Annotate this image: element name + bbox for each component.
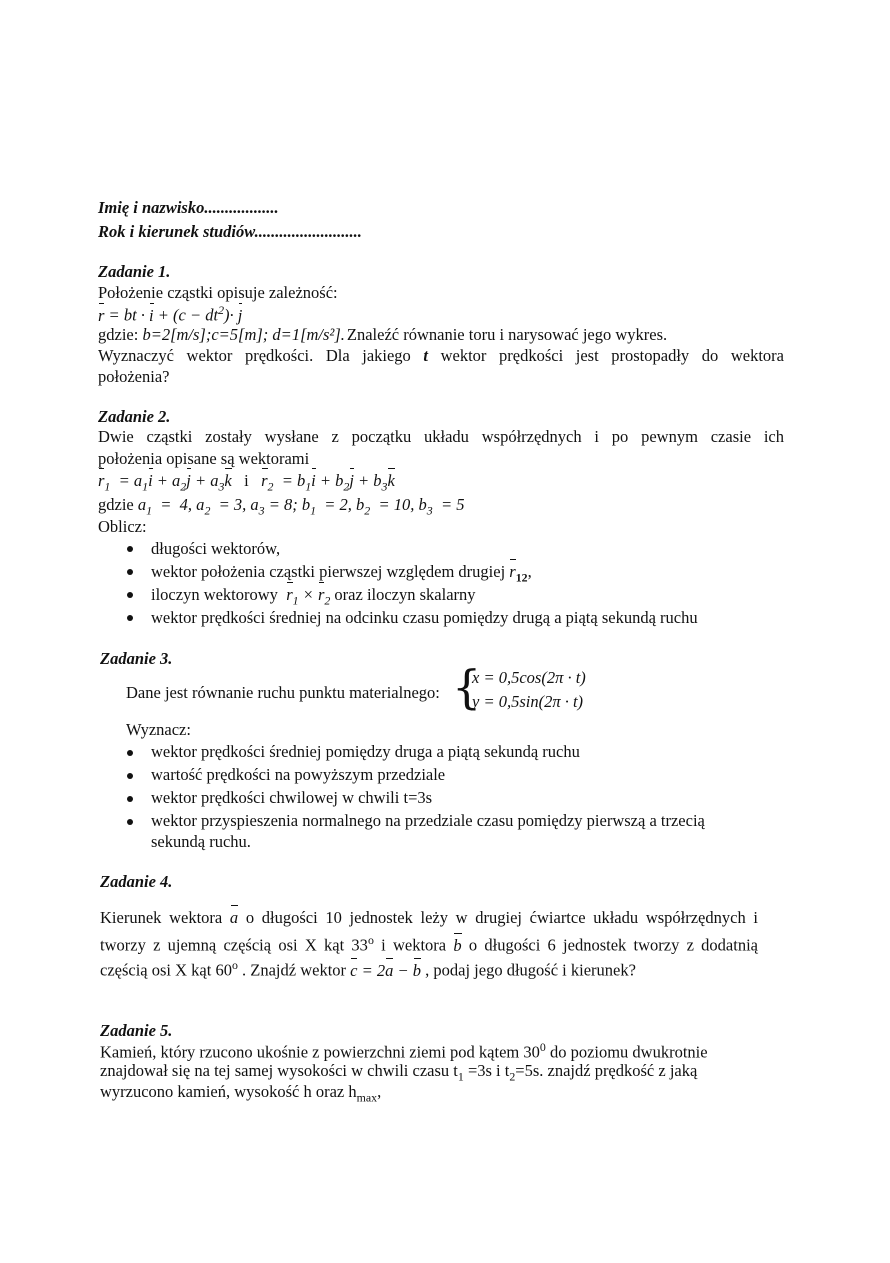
bullet-icon: [127, 819, 133, 825]
task3-bullet-1: wektor prędkości średniej pomiędzy druga a piątą sekundą ruchu: [151, 742, 580, 761]
task1-title: Zadanie 1.: [98, 262, 171, 281]
task1-line3: [98, 325, 784, 345]
task4-line1: Kierunek wektora a o długości 10 jednostek leży w drugiej ćwiartce układu współrzędnych i: [100, 908, 758, 927]
task3-title: Zadanie 3.: [100, 649, 173, 668]
task1-line5: położenia?: [98, 367, 170, 386]
task3-bullet-4: wektor przyspieszenia normalnego na przedziale czasu pomiędzy pierwszą a trzecią: [151, 811, 705, 830]
task2-line1: Dwie cząstki zostały wysłane z początku układu współrzędnych i po pewnym czasie ich: [98, 427, 784, 446]
task4-title: Zadanie 4.: [100, 872, 173, 891]
bullet-icon: [127, 569, 133, 575]
bullet-icon: [127, 615, 133, 621]
task1-line3-rest: Znaleźć równanie toru i narysować jego wykres.: [346, 325, 668, 344]
task2-bullet-3-text: iloczyn wektorowy: [151, 585, 278, 604]
task5-line2: znajdował się na tej samej wysokości w chwili czasu $t_1 =3s$ i $t_2=5s$. znajdź prędkość z jaką: [100, 1061, 698, 1084]
bullet-icon: [127, 773, 133, 779]
study-label: Rok i kierunek studiów: [98, 222, 255, 241]
study-line: [98, 222, 362, 242]
task2-bullet-3: iloczyn wektorowy $r_1 \times r_2$ oraz iloczyn skalarny: [151, 585, 476, 608]
task1-line4: Wyznaczyć wektor prędkości. Dla jakiego t wektor prędkości jest prostopadły do wektora: [98, 346, 784, 365]
bullet-icon: [127, 750, 133, 756]
bullet-icon: [127, 796, 133, 802]
brace-icon: {: [452, 660, 482, 714]
task5-line1: Kamień, który rzucono ukośnie z powierzchni ziemi pod kątem $30^0$ do poziomu dwukrotnie: [100, 1040, 708, 1062]
task1-given-prefix: gdzie:: [98, 325, 139, 344]
task1-formula: r = bt · $i + (c - dt^2)\cdot j$: [98, 303, 243, 325]
bullet-icon: [127, 592, 133, 598]
task2-bullet-2-text: wektor położenia cząstki pierwszej względem drugiej: [151, 562, 506, 581]
task3-bullet-4-cont: sekundą ruchu.: [151, 832, 251, 851]
task2-title: Zadanie 2.: [98, 407, 171, 426]
task3-intro: Dane jest równanie ruchu punktu materialnego:: [126, 683, 440, 702]
task2-bullet-2: wektor położenia cząstki pierwszej względem drugiej $r_{12}$,: [151, 562, 532, 585]
task5-line3: wyrzucono kamień, wysokość h oraz $h_{max}$,: [100, 1082, 382, 1105]
task2-bullet-2-suffix: ,: [527, 562, 532, 581]
task2-bullet-4: wektor prędkości średniej na odcinku czasu pomiędzy drugą a piątą sekundą ruchu: [151, 608, 698, 627]
task1-intro: Położenie cząstki opisuje zależność:: [98, 283, 338, 302]
task4-line3: częścią osi X kąt 60$^o$ . Znajdź wektor c = 2a − b , podaj jego długość i kierunek?: [100, 958, 636, 980]
name-line: [98, 198, 279, 218]
task2-bullet-1: długości wektorów,: [151, 539, 281, 558]
task2-given-prefix: gdzie: [98, 495, 134, 514]
study-dots: ..........................: [254, 222, 362, 241]
task3-bullet-2: wartość prędkości na powyższym przedziale: [151, 765, 446, 784]
task2-compute-label: Oblicz:: [98, 517, 147, 536]
task3-determine-label: Wyznacz:: [126, 720, 191, 739]
bullet-icon: [127, 546, 133, 552]
task2-formula: $r_1 = a_1i + a_2j + a_3k$ i $r_2 = b_1i + b_2j + b_3k$: [98, 471, 395, 494]
task2-given-line: gdzie $a_1 = 4$, $a_2 = 3$, $a_3 = 8$; $b_1 = 2$, $b_2 = 10$, $b_3 = 5$: [98, 495, 465, 518]
task3-bullet-3: wektor prędkości chwilowej w chwili t=3s: [151, 788, 433, 807]
task1-given: b=2[m/s];c=5[m]; d=1[m/s²].: [142, 325, 345, 344]
task2-line2: położenia opisane są wektorami: [98, 449, 310, 468]
task2-bullet-3-suffix: oraz iloczyn skalarny: [334, 585, 476, 604]
name-dots: ..................: [204, 198, 279, 217]
name-label: Imię i nazwisko: [98, 198, 205, 217]
task5-title: Zadanie 5.: [100, 1021, 173, 1040]
task4-line2: tworzy z ujemną częścią osi X kąt 33$^o$ i wektora b o długości 6 jednostek tworzy z dodatnią: [100, 933, 758, 955]
task3-eq-y: y = 0,5sin(2π · t): [472, 692, 584, 711]
task3-eq-x: x = 0,5cos(2π · t): [472, 668, 586, 687]
